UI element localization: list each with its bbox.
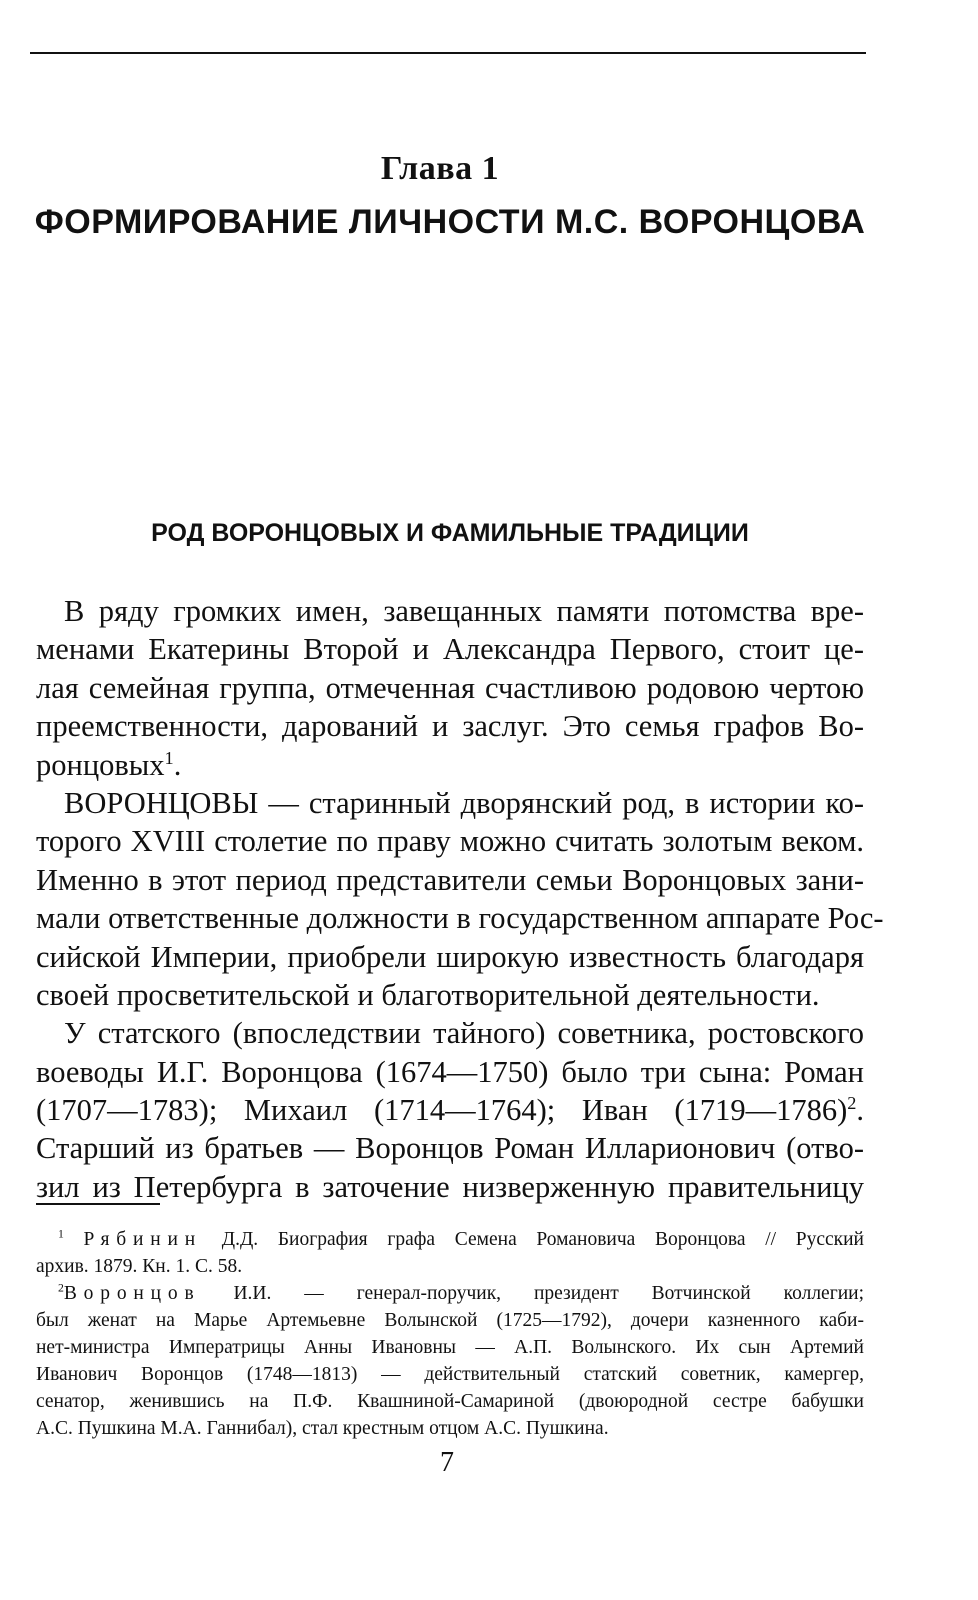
paragraph-line: своей просветительской и благотворительной деятельности. xyxy=(36,977,820,1012)
paragraph-line: мали ответственные должности в государственном аппарате Рос- xyxy=(36,901,884,936)
footnote-2-line: Иванович Воронцов (1748—1813) — действительный статский советник, камергер, xyxy=(36,1364,864,1385)
footnote-2-line: нет-министра Императрицы Анны Ивановны — А.П. Волынского. Их сын Артемий xyxy=(36,1337,864,1358)
paragraph-line: лая семейная группа, отмеченная счастливою родовою чертою xyxy=(36,670,864,705)
footnote-2-line: сенатор, женившись на П.Ф. Квашниной-Самариной (двоюродной сестре бабушки xyxy=(36,1391,864,1412)
footnote-2-marker: 2 xyxy=(58,1281,64,1295)
paragraph-line xyxy=(36,746,864,784)
section-title: РОД ВОРОНЦОВЫХ И ФАМИЛЬНЫЕ ТРАДИЦИИ xyxy=(151,519,749,547)
header-rule xyxy=(30,52,866,54)
paragraph-text: (1707—1783); Михаил (1714—1764); Иван (1719—1786) xyxy=(36,1093,848,1128)
paragraph-line xyxy=(36,1091,864,1129)
paragraph-line: преемственности, дарований и заслуг. Это семья графов Во- xyxy=(36,709,864,744)
footnote-text: Д.Д. Биография графа Семена Романовича Воронцова // Русский xyxy=(202,1229,864,1250)
footnotes xyxy=(36,1226,864,1442)
paragraph-line: сийской Империи, приобрели широкую известность благодаря xyxy=(36,939,864,974)
body-text xyxy=(36,592,884,1206)
chapter-title: ФОРМИРОВАНИЕ ЛИЧНОСТИ М.С. ВОРОНЦОВА xyxy=(34,203,866,241)
paragraph-line: торого XVIII столетие по праву можно считать золотым веком. xyxy=(36,824,864,859)
chapter-number: Глава 1 xyxy=(380,150,500,187)
paragraph-line: зил из Петербурга в заточение низверженную правительницу xyxy=(36,1169,864,1204)
footnote-text: И.И. — генерал-поручик, президент Вотчинской коллегии; xyxy=(200,1283,864,1304)
footnote-2-line: был женат на Марье Артемьевне Волынской (1725—1792), дочери казненного каби- xyxy=(36,1310,864,1331)
footnote-rule xyxy=(36,1203,160,1205)
paragraph-line: ВОРОНЦОВЫ — старинный дворянский род, в истории ко- xyxy=(64,785,864,820)
paragraph-text: ронцовых xyxy=(36,747,165,782)
paragraph-line: воеводы И.Г. Воронцова (1674—1750) было три сына: Роман xyxy=(36,1054,864,1089)
footnote-1-author: Рябинин xyxy=(83,1229,203,1250)
paragraph-text: . xyxy=(856,1093,864,1128)
footnote-ref-2[interactable]: 2 xyxy=(847,1092,857,1113)
footnote-ref-1[interactable]: 1 xyxy=(164,747,174,768)
page-number: 7 xyxy=(440,1447,454,1478)
paragraph-line: У статского (впоследствии тайного) советника, ростовского xyxy=(64,1016,864,1051)
footnote-2-author: Воронцов xyxy=(63,1283,201,1304)
paragraph-line: менами Екатерины Второй и Александра Первого, стоит це- xyxy=(36,632,864,667)
paragraph-line: Старший из братьев — Воронцов Роман Илларионович (отво- xyxy=(36,1131,864,1166)
paragraph-line: Именно в этот период представители семьи Воронцовых зани- xyxy=(36,862,864,897)
footnote-2-line xyxy=(36,1280,864,1307)
footnote-1-marker: 1 xyxy=(58,1227,64,1241)
footnote-2-line: А.С. Пушкина М.А. Ганнибал), стал крестным отцом А.С. Пушкина. xyxy=(36,1418,609,1439)
paragraph-line: В ряду громких имен, завещанных памяти потомства вре- xyxy=(64,594,864,628)
footnote-1-line xyxy=(36,1226,864,1253)
footnote-1-line: архив. 1879. Кн. 1. С. 58. xyxy=(36,1256,243,1277)
paragraph-text: . xyxy=(173,747,182,782)
